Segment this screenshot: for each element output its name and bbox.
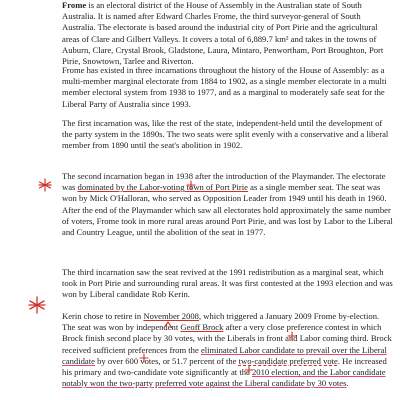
- underlined-geoff-brock: Geoff Brock: [180, 322, 224, 333]
- paragraph-intro-text: is an electoral district of the House of Assembly in the Australian state of South Australia. It is named after Edward Charles Frome, the third surveyor-general of South Australia. The electorate is based around the industrial city of Port Pirie and the agricultural areas of Clare and Gilbert Valleys. It covers a total of 6,889.7 km² and takes in the towns of Auburn, Clare, Crystal Brook, Gladstone, Laura, Mintaro, Penwortham, Port Broughton, Port Pirie, Snowtown, Tarlee and Riverton.: [62, 0, 384, 67]
- underlined-2010-election: 2010 election, and the Labor candidate notably won the two-party preferred vote against the Liberal candidate by 30 votes: [62, 367, 386, 389]
- by-election-s7: by over 600 votes, or 51.7 percent of the: [94, 355, 239, 366]
- paragraph-incarnations: Frome has existed in three incarnations throughout the history of the House of Assembly: as a multi-member marginal electorate from 1884 to 1902, as a single member electorate in a multi member electoral system from 1938 to 1977, and as a marginal to moderately safe seat for the Liberal Party of Australia since 1993.: [62, 65, 387, 109]
- paragraph-third-incarnation: The third incarnation saw the seat revived at the 1991 redistribution as a marginal seat, which took in Port Pirie and surrounding rural areas. It was first contested at the 1993 election and was won by Liberal candidate Rob Kerin.: [62, 267, 393, 300]
- underlined-two-candidate-vote: two-candidate preferred vote: [238, 355, 338, 366]
- paragraph-first-incarnation: The first incarnation was, like the rest of the state, independent-held until the development of the party system in the 1890s. The two seats were split evenly with a conservative and a liberal member from 1890 until the seat's abolition in 1902.: [62, 118, 389, 151]
- paragraph-second-incarnation: [62, 171, 394, 238]
- by-election-s11: .: [346, 378, 349, 389]
- by-election-s5: after a very close preference contest in which Brock finish second place by 30 votes, with the Liberals in front and Labor coming third. Brock received sufficient preferences from the: [62, 322, 392, 355]
- article-title: Frome: [62, 0, 87, 10]
- underlined-november-2008: November 2008: [143, 311, 199, 321]
- paragraph-intro: [62, 0, 394, 67]
- by-election-s1: Kerin chose to retire in: [62, 311, 144, 321]
- red-asterisk-mark-by-election: [28, 296, 46, 314]
- paragraph-second-pre: The second incarnation began in 1938 after the introduction of the Playmander. The electorate was: [62, 171, 386, 193]
- underlined-port-pirie-phrase: dominated by the Labor-voting town of Port Pirie: [77, 182, 248, 193]
- paragraph-second-post: as a single member seat. The seat was won by Mick O'Halloran, who served as Opposition Leader from 1949 until his death in 1960. After the end of the Playmander which saw all electorates hold approximately the same number of voters, Frome took in more rural areas around Port Pirie, and was lost by Labor to the Liberal and Country League, until the abolition of the seat in 1977.: [62, 182, 393, 238]
- underlined-labor-preferences: eliminated Labor candidate to prevail over the Liberal candidate: [62, 344, 387, 366]
- paragraph-by-election: [62, 311, 394, 389]
- red-asterisk-mark-second-paragraph: [38, 178, 52, 192]
- by-election-s3: , which triggered a January 2009 Frome by-election. The seat was won by independent: [62, 311, 380, 333]
- by-election-s9: . He increased his primary and two-candidate vote significantly at the: [62, 355, 387, 378]
